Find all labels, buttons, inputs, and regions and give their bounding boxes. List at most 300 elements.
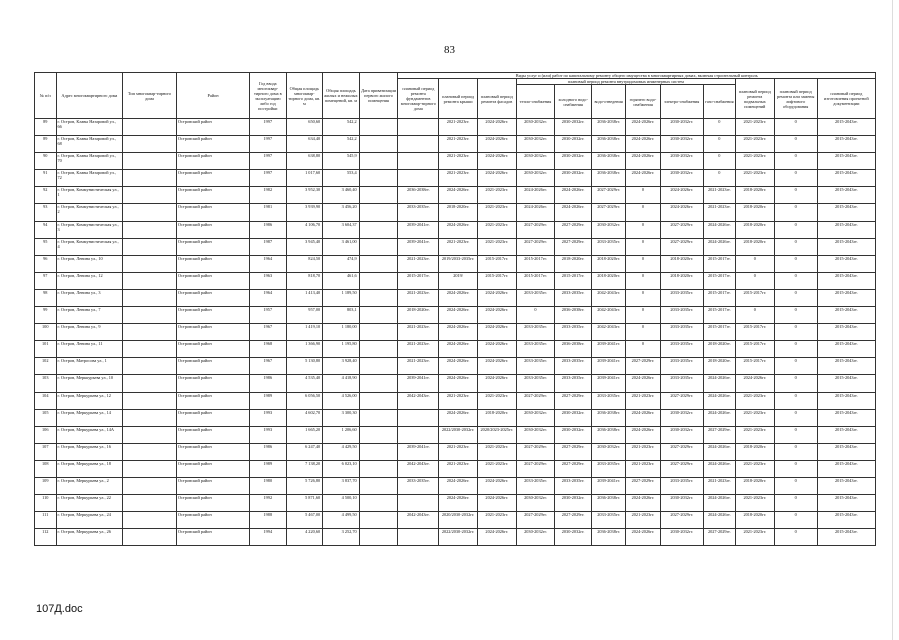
basement-cell: 2021-2023гг. [735,460,774,477]
header-group-main: Виды услуг и (или) работ по капитальному ремонту общего имущества в многоквартирных домах, включая строительный контроль [398,73,876,79]
gas-cell: 2024-2026гг. [703,238,735,255]
privatization-cell [359,460,398,477]
roof-cell: 2024-2026гг. [439,477,478,494]
header-sewer: водо-отведения [591,85,625,119]
design-cell: 2015-2043гг. [817,289,875,306]
gas-cell: 2015-2017гг. [703,289,735,306]
total-area-cell: 1 413,40 [286,289,323,306]
file-name: 107Д.doc [36,603,83,615]
living-area-cell: 3 928,40 [323,358,360,375]
facade-cell: 2021-2023гг. [477,512,516,529]
year-cell: 1987 [250,238,287,255]
total-area-cell: 5 130,80 [286,358,323,375]
type-cell [123,119,177,136]
district-cell: Островский район [176,512,249,529]
header-district: Район [176,73,249,119]
roof-cell: 2021-2023гг. [439,460,478,477]
type-cell [123,477,177,494]
year-cell: 1986 [250,443,287,460]
facade-cell: 2024-2026гг. [477,375,516,392]
electric-cell: 2027-2029гг. [660,460,703,477]
cold-water-cell: 2030-2032гг. [555,136,592,153]
electric-cell: 2033-2035гг. [660,289,703,306]
basement-cell: 2015-2017гг. [735,324,774,341]
lift-cell: 0 [774,170,817,187]
foundation-cell [398,426,439,443]
hot-water-cell: 0 [626,255,660,272]
year-cell: 1982 [250,187,287,204]
roof-cell: 2021-2023гг. [439,170,478,187]
sewer-cell: 2036-2038гг. [591,170,625,187]
sewer-cell: 2033-2035гг. [591,512,625,529]
living-area-cell: 4 418,90 [323,375,360,392]
design-cell: 2015-2043гг. [817,392,875,409]
living-area-cell: 461,6 [323,272,360,289]
page-number: 83 [444,44,455,56]
privatization-cell [359,255,398,272]
heat-cell: 2027-2029гг. [516,392,555,409]
year-cell: 1989 [250,460,287,477]
header-heat: тепло-снабжения [516,85,555,119]
table-row [35,460,876,477]
basement-cell: 2018-2020гг. [735,477,774,494]
basement-cell: 2018-2020гг. [735,204,774,221]
lift-cell: 0 [774,204,817,221]
address-cell: г. Остров, Меркурьева ул., 18 [56,460,123,477]
living-area-cell: 3 460,40 [323,187,360,204]
lift-cell: 0 [774,255,817,272]
hot-water-cell: 0 [626,221,660,238]
sewer-cell: 2042-2043гг. [591,324,625,341]
facade-cell: 2021-2023гг. [477,460,516,477]
privatization-cell [359,409,398,426]
roof-cell: 2021-2023гг. [439,153,478,170]
address-cell: г. Остров, Ленина ул., 9 [56,324,123,341]
privatization-cell [359,477,398,494]
roof-cell: 2019/ [439,272,478,289]
facade-cell: 2021-2023гг. [477,238,516,255]
hot-water-cell: 0 [626,289,660,306]
cold-water-cell: 2030-2032гг. [555,153,592,170]
design-cell: 2015-2043гг. [817,409,875,426]
design-cell: 2015-2043гг. [817,307,875,324]
district-cell: Островский район [176,443,249,460]
electric-cell: 2033-2035гг. [660,358,703,375]
privatization-cell [359,324,398,341]
heat-cell: 2027-2029гг. [516,221,555,238]
type-cell [123,443,177,460]
design-cell: 2015-2043гг. [817,255,875,272]
hot-water-cell: 2024-2026гг. [626,153,660,170]
cold-water-cell: 2030-2032гг. [555,426,592,443]
sewer-cell: 2036-2038гг. [591,426,625,443]
address-cell: г. Остров, Меркурьева ул., 26 [56,529,123,546]
lift-cell: 0 [774,375,817,392]
table-row [35,170,876,187]
row-number: 91 [35,170,57,187]
lift-cell: 0 [774,341,817,358]
design-cell: 2015-2043гг. [817,426,875,443]
roof-cell: 2022/2030-2032гг. [439,426,478,443]
living-area-cell: 1 189,50 [323,289,360,306]
total-area-cell: 4 106,70 [286,221,323,238]
address-cell: г. Остров, Коммунистическая ул., 2 [56,204,123,221]
facade-cell: 2024-2026гг. [477,324,516,341]
cold-water-cell: 2027-2029гг. [555,460,592,477]
facade-cell: 2024-2026гг. [477,307,516,324]
sewer-cell: 2030-2032гг. [591,221,625,238]
header-total-area: Общая площадь многоквар-тирного дома, кв. м [286,73,323,119]
district-cell: Островский район [176,221,249,238]
table-row [35,358,876,375]
hot-water-cell: 2027-2029гг. [626,358,660,375]
type-cell [123,187,177,204]
row-number: 108 [35,460,57,477]
privatization-cell [359,153,398,170]
year-cell: 1989 [250,392,287,409]
gas-cell: 2024-2026гг. [703,460,735,477]
privatization-cell [359,495,398,512]
facade-cell: 2024-2026гг. [477,136,516,153]
design-cell: 2015-2043гг. [817,375,875,392]
district-cell: Островский район [176,375,249,392]
privatization-cell [359,221,398,238]
lift-cell: 0 [774,358,817,375]
year-cell: 1967 [250,324,287,341]
gas-cell: 2015-2017гг. [703,255,735,272]
roof-cell: 2019/2033-2035гг. [439,255,478,272]
total-area-cell: 1 419,10 [286,324,323,341]
address-cell: г. Остров, Клавы Назаровой ул., 66 [56,119,123,136]
gas-cell: 0 [703,153,735,170]
basement-cell: 0 [735,307,774,324]
living-area-cell: 542,2 [323,119,360,136]
lift-cell: 0 [774,426,817,443]
electric-cell: 2033-2035гг. [660,477,703,494]
design-cell: 2015-2043гг. [817,477,875,494]
sewer-cell: 2036-2038гг. [591,409,625,426]
privatization-cell [359,375,398,392]
privatization-cell [359,341,398,358]
facade-cell: 2024-2026гг. [477,529,516,546]
living-area-cell: 3 252,70 [323,529,360,546]
address-cell: г. Остров, Меркурьева ул., 22 [56,495,123,512]
sewer-cell: 2039-2041гг. [591,341,625,358]
basement-cell: 2021-2023гг. [735,170,774,187]
privatization-cell [359,392,398,409]
lift-cell: 0 [774,460,817,477]
basement-cell: 0 [735,255,774,272]
gas-cell: 0 [703,170,735,187]
heat-cell: 2027-2029гг. [516,460,555,477]
roof-cell: 2021-2023гг. [439,119,478,136]
sewer-cell: 2018-2020гг. [591,272,625,289]
type-cell [123,204,177,221]
living-area-cell: 3 461,00 [323,238,360,255]
electric-cell: 2027-2029гг. [660,238,703,255]
gas-cell: 2024-2026гг. [703,375,735,392]
privatization-cell [359,272,398,289]
row-number: 110 [35,495,57,512]
header-address: Адрес многоквартирного дома [56,73,123,119]
privatization-cell [359,529,398,546]
cold-water-cell: 2018-2020гг. [555,255,592,272]
gas-cell: 2018-2020гг. [703,358,735,375]
facade-cell: 2018-2020гг. [477,409,516,426]
living-area-cell: 1 206,60 [323,426,360,443]
cold-water-cell: 2030-2032гг. [555,529,592,546]
sewer-cell: 2033-2035гг. [591,238,625,255]
electric-cell: 2027-2029гг. [660,392,703,409]
total-area-cell: 4 535,40 [286,375,323,392]
address-cell: г. Остров, Коммунистическая ул., 4 [56,238,123,255]
address-cell: г. Остров, Мерккурьева ул., 10 [56,375,123,392]
foundation-cell [398,529,439,546]
address-cell: г. Остров, Клавы Назаровой ул., 68 [56,136,123,153]
sewer-cell: 2039-2041гг. [591,375,625,392]
roof-cell: 2022/2030-2032гг. [439,529,478,546]
total-area-cell: 7 138,20 [286,460,323,477]
total-area-cell: 3 945,40 [286,238,323,255]
header-living-area: Общая площадь жилых и нежилых помещений, кв. м [323,73,360,119]
design-cell: 2015-2043гг. [817,495,875,512]
address-cell: г. Остров, Меркурьева ул., 14А [56,426,123,443]
table-row [35,289,876,306]
type-cell [123,324,177,341]
facade-cell: 2024-2026гг. [477,289,516,306]
sewer-cell: 2039-2041гг. [591,358,625,375]
basement-cell: 2015-2017гг. [735,358,774,375]
roof-cell: 2024-2026гг. [439,307,478,324]
basement-cell: 2024-2026гг. [735,375,774,392]
table-row [35,136,876,153]
type-cell [123,307,177,324]
basement-cell: 2018-2020гг. [735,443,774,460]
electric-cell: 2024-2026гг. [660,204,703,221]
type-cell [123,426,177,443]
hot-water-cell: 2024-2026гг. [626,136,660,153]
foundation-cell: 2021-2023гг. [398,324,439,341]
gas-cell: 2024-2026гг. [703,221,735,238]
privatization-cell [359,443,398,460]
design-cell: 2015-2043гг. [817,170,875,187]
electric-cell: 2018-2020гг. [660,272,703,289]
design-cell: 2015-2043гг. [817,272,875,289]
heat-cell: 2030-2032гг. [516,495,555,512]
basement-cell: 2018-2020гг. [735,221,774,238]
type-cell [123,238,177,255]
sewer-cell: 2033-2035гг. [591,460,625,477]
basement-cell: 2021-2023гг. [735,495,774,512]
heat-cell: 2033-2035гг. [516,289,555,306]
hot-water-cell: 2024-2026гг. [626,409,660,426]
basement-cell: 2021-2023гг. [735,426,774,443]
row-number: 97 [35,272,57,289]
lift-cell: 0 [774,221,817,238]
electric-cell: 2030-2032гг. [660,409,703,426]
total-area-cell: 5 726,80 [286,477,323,494]
lift-cell: 0 [774,443,817,460]
gas-cell: 2024-2026гг. [703,409,735,426]
cold-water-cell: 2027-2029гг. [555,238,592,255]
heat-cell: 2030-2032гг. [516,153,555,170]
heat-cell: 2027-2029гг. [516,512,555,529]
year-cell: 1986 [250,375,287,392]
cold-water-cell: 2030-2032гг. [555,170,592,187]
lift-cell: 0 [774,238,817,255]
cold-water-cell: 2024-2026гг. [555,204,592,221]
sewer-cell: 2039-2041гг. [591,477,625,494]
heat-cell: 2033-2035гг. [516,477,555,494]
heat-cell: 2030-2032гг. [516,409,555,426]
header-gas: газо-снабжения [703,85,735,119]
electric-cell: 2024-2026гг. [660,187,703,204]
living-area-cell: 4 500,10 [323,495,360,512]
cold-water-cell: 2015-2017гг. [555,272,592,289]
cold-water-cell: 2033-2035гг. [555,375,592,392]
lift-cell: 0 [774,289,817,306]
foundation-cell [398,153,439,170]
table-row [35,529,876,546]
electric-cell: 2030-2032гг. [660,170,703,187]
living-area-cell: 4 429,50 [323,443,360,460]
lift-cell: 0 [774,153,817,170]
header-roof: плановый период ремонта крыши [439,79,478,119]
year-cell: 1957 [250,307,287,324]
lift-cell: 0 [774,187,817,204]
foundation-cell: 2021-2023гг. [398,341,439,358]
district-cell: Островский район [176,136,249,153]
row-number: 102 [35,358,57,375]
address-cell: г. Остров, Меркурьева ул., 2 [56,477,123,494]
cold-water-cell: 2027-2029гг. [555,512,592,529]
district-cell: Островский район [176,153,249,170]
address-cell: г. Остров, Ленина ул., 10 [56,255,123,272]
district-cell: Островский район [176,392,249,409]
header-basement: плановый период ремонта подвальных помещений [735,79,774,119]
year-cell: 1997 [250,136,287,153]
sewer-cell: 2036-2038гг. [591,136,625,153]
design-cell: 2015-2043гг. [817,341,875,358]
year-cell: 1993 [250,409,287,426]
design-cell: 2015-2043гг. [817,358,875,375]
privatization-cell [359,136,398,153]
district-cell: Островский район [176,272,249,289]
type-cell [123,409,177,426]
year-cell: 1997 [250,153,287,170]
header-lifts: плановый период ремонта или замены лифтового оборудования [774,79,817,119]
district-cell: Островский район [176,119,249,136]
heat-cell: 2033-2035гг. [516,375,555,392]
heat-cell: 2030-2032гг. [516,136,555,153]
total-area-cell: 6 056,50 [286,392,323,409]
hot-water-cell: 2021-2023гг. [626,443,660,460]
total-area-cell: 3 939,90 [286,204,323,221]
type-cell [123,358,177,375]
district-cell: Островский район [176,187,249,204]
header-group-systems: плановый период ремонта внутридомовых инженерных систем [516,79,735,85]
basement-cell: 2021-2023гг. [735,119,774,136]
foundation-cell: 2042-2043гг. [398,460,439,477]
privatization-cell [359,119,398,136]
electric-cell: 2033-2035гг. [660,375,703,392]
row-number: 112 [35,529,57,546]
living-area-cell: 1 180,00 [323,324,360,341]
facade-cell: 2021-2023гг. [477,221,516,238]
total-area-cell: 1 017,60 [286,170,323,187]
lift-cell: 0 [774,324,817,341]
heat-cell: 2033-2035гг. [516,358,555,375]
type-cell [123,529,177,546]
gas-cell: 0 [703,136,735,153]
facade-cell: 2024-2026гг. [477,341,516,358]
hot-water-cell: 2024-2026гг. [626,375,660,392]
cold-water-cell: 2030-2032гг. [555,495,592,512]
address-cell: г. Остров, Меркурьева ул., 16 [56,443,123,460]
design-cell: 2015-2043гг. [817,136,875,153]
hot-water-cell: 0 [626,341,660,358]
row-number: 92 [35,187,57,204]
design-cell: 2015-2043гг. [817,443,875,460]
roof-cell: 2024-2026гг. [439,341,478,358]
table-row [35,187,876,204]
privatization-cell [359,426,398,443]
district-cell: Островский район [176,477,249,494]
year-cell: 1992 [250,495,287,512]
year-cell: 1994 [250,529,287,546]
row-number: 104 [35,392,57,409]
heat-cell: 2030-2032гг. [516,170,555,187]
year-cell: 1988 [250,512,287,529]
heat-cell: 0 [516,307,555,324]
foundation-cell: 2021-2023гг. [398,289,439,306]
address-cell: г. Остров, Клавы Назаровой ул., 70 [56,153,123,170]
design-cell: 2015-2043гг. [817,153,875,170]
foundation-cell: 2042-2043гг. [398,392,439,409]
total-area-cell: 3 952,30 [286,187,323,204]
living-area-cell: 6 023,10 [323,460,360,477]
year-cell: 1993 [250,426,287,443]
design-cell: 2015-2043гг. [817,529,875,546]
row-number: 95 [35,238,57,255]
electric-cell: 2030-2032гг. [660,426,703,443]
cold-water-cell: 2036-2038гг. [555,307,592,324]
basement-cell: 2018-2020гг. [735,512,774,529]
basement-cell: 2015-2017гг. [735,341,774,358]
basement-cell: 2021-2023гг. [735,392,774,409]
design-cell: 2015-2043гг. [817,187,875,204]
sewer-cell: 2027-2029гг. [591,204,625,221]
hot-water-cell: 2024-2026гг. [626,426,660,443]
electric-cell: 2033-2035гг. [660,307,703,324]
facade-cell: 2021-2023гг. [477,204,516,221]
foundation-cell: 2018-2020гг. [398,307,439,324]
cold-water-cell: 2033-2035гг. [555,358,592,375]
cold-water-cell: 2033-2035гг. [555,324,592,341]
foundation-cell: 2036-2038гг. [398,187,439,204]
row-number: 89 [35,119,57,136]
total-area-cell: 957,00 [286,307,323,324]
foundation-cell: 2042-2043гг. [398,512,439,529]
type-cell [123,495,177,512]
table-row [35,204,876,221]
heat-cell: 2033-2035гг. [516,324,555,341]
living-area-cell: 3 837,70 [323,477,360,494]
basement-cell: 2018-2020гг. [735,238,774,255]
table-row [35,443,876,460]
foundation-cell: 2039-2041гг. [398,221,439,238]
lift-cell: 0 [774,529,817,546]
